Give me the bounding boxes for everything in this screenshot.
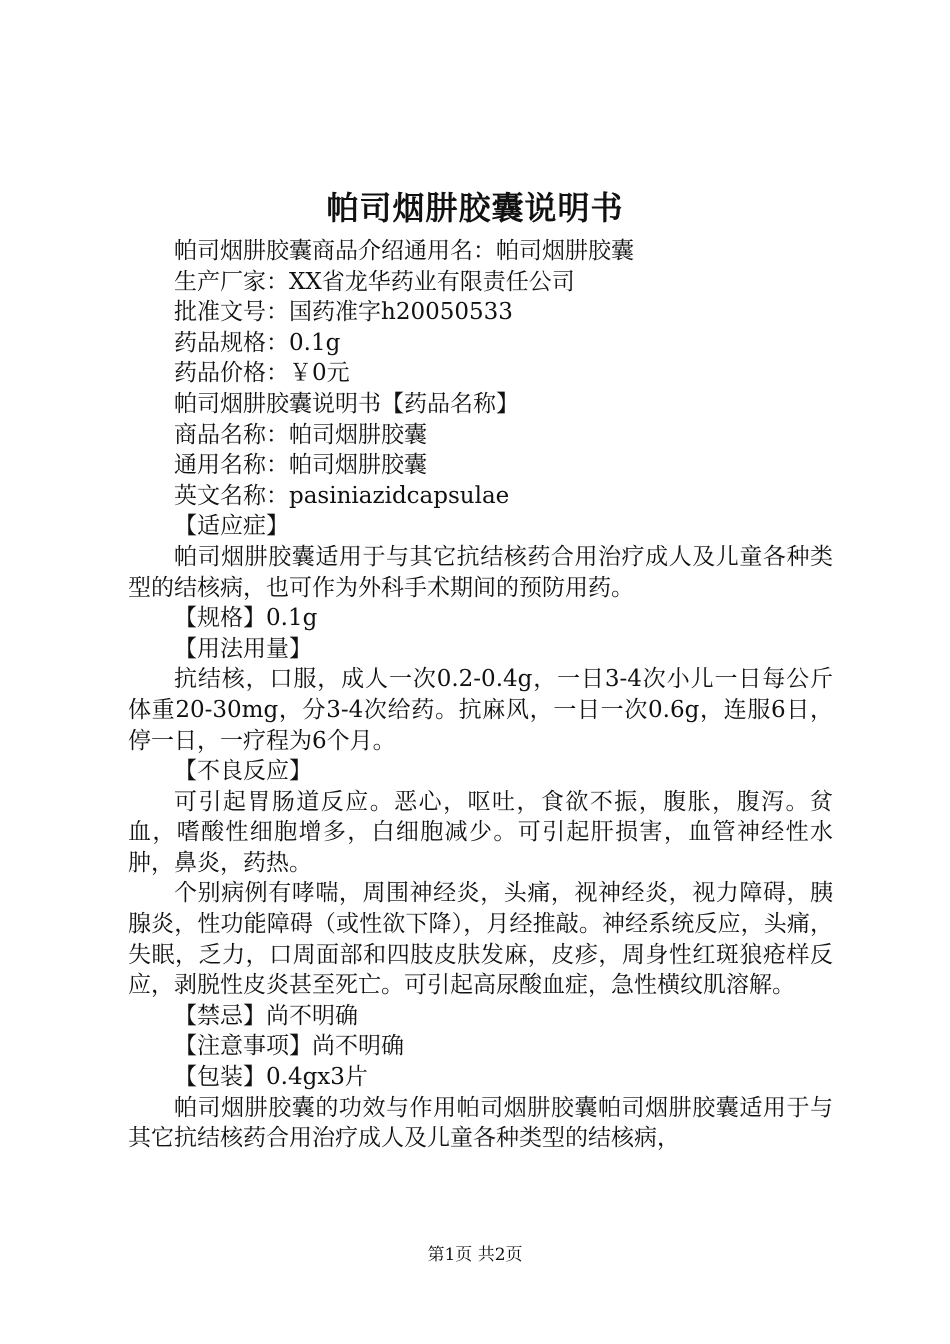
paragraph: 帕司烟肼胶囊的功效与作用帕司烟肼胶囊帕司烟肼胶囊适用于与其它抗结核药合用治疗成人及儿童各种类型的结核病， <box>128 1094 833 1152</box>
paragraph: 英文名称：pasiniazidcapsulae <box>174 482 510 509</box>
paragraph: 帕司烟肼胶囊适用于与其它抗结核药合用治疗成人及儿童各种类型的结核病，也可作为外科手术期间的预防用药。 <box>128 543 833 601</box>
paragraph: 商品名称：帕司烟肼胶囊 <box>174 421 427 448</box>
paragraph: 药品规格：0.1g <box>174 329 341 356</box>
paragraph: 抗结核，口服，成人一次0.2-0.4g，一日3-4次小儿一日每公斤体重20-30mg，分3-4次给药。抗麻风，一日一次0.6g，连服6日，停一日，一疗程为6个月。 <box>128 666 833 754</box>
section-heading: 【注意事项】尚不明确 <box>174 1033 404 1060</box>
document-body <box>128 236 833 1154</box>
document-title: 帕司烟肼胶囊说明书 <box>326 189 624 227</box>
page-footer: 第1页 共2页 <box>427 1245 523 1265</box>
paragraph: 帕司烟肼胶囊商品介绍通用名：帕司烟肼胶囊 <box>174 238 634 264</box>
paragraph: 批准文号：国药准字h20050533 <box>174 299 513 326</box>
paragraph: 药品价格：￥0元 <box>174 360 350 387</box>
paragraph: 生产厂家：XX省龙华药业有限责任公司 <box>174 268 575 295</box>
section-heading: 【适应症】 <box>174 513 289 540</box>
section-heading: 【禁忌】尚不明确 <box>174 1002 358 1029</box>
section-heading: 【规格】0.1g <box>174 605 318 632</box>
paragraph: 帕司烟肼胶囊说明书【药品名称】 <box>174 390 519 417</box>
section-heading: 【用法用量】 <box>174 635 312 662</box>
section-heading: 【不良反应】 <box>174 758 312 785</box>
paragraph: 个别病例有哮喘，周围神经炎，头痛，视神经炎，视力障碍，胰腺炎，性功能障碍（或性欲下降），月经推敲。神经系统反应，头痛，失眠，乏力，口周面部和四肢皮肤发麻，皮疹，周身性红斑狼疮样反应，剥脱性皮炎甚至死亡。可引起高尿酸血症，急性横纹肌溶解。 <box>128 880 833 999</box>
section-heading: 【包装】0.4gx3片 <box>174 1064 368 1091</box>
paragraph: 通用名称：帕司烟肼胶囊 <box>174 452 427 479</box>
paragraph: 可引起胃肠道反应。恶心，呕吐，食欲不振，腹胀，腹泻。贫血，嗜酸性细胞增多，白细胞减少。可引起肝损害，血管神经性水肿，鼻炎，药热。 <box>128 788 833 876</box>
